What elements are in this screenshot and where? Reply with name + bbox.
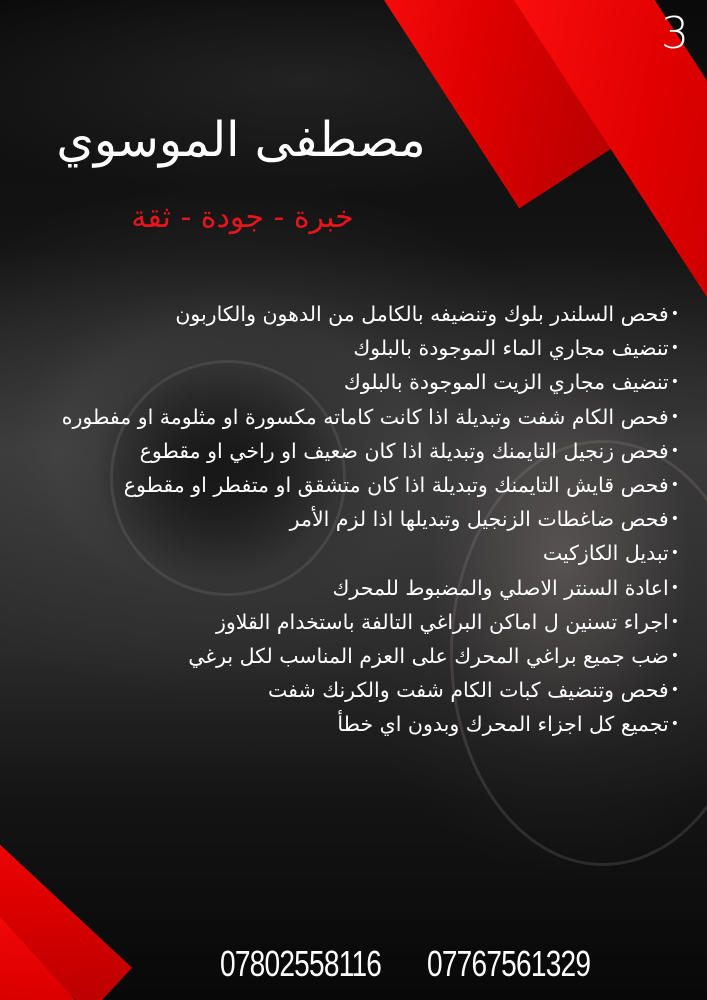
bullet-icon: • xyxy=(670,545,679,562)
phone-number[interactable]: 07802558116 xyxy=(220,943,382,984)
service-item: •اجراء تسنين ل اماكن البراغي التالفة باستخدام القلاوز xyxy=(215,609,679,634)
page-title: مصطفى الموسوي xyxy=(56,112,426,168)
service-item: •تنضيف مجاري الماء الموجودة بالبلوك xyxy=(353,336,679,361)
service-item: •فحص وتنضيف كبات الكام شفت والكرنك شفت xyxy=(268,678,679,703)
bullet-icon: • xyxy=(670,716,679,733)
contact-phones xyxy=(220,943,630,985)
bullet-icon: • xyxy=(670,682,679,699)
bullet-icon: • xyxy=(670,442,679,459)
bullet-icon: • xyxy=(670,579,679,596)
tagline: خبرة - جودة - ثقة xyxy=(131,200,354,235)
bullet-icon: • xyxy=(670,613,679,630)
service-item: •تنضيف مجاري الزيت الموجودة بالبلوك xyxy=(343,370,679,395)
service-item: •فحص زنجيل التايمنك وتبديلة اذا كان ضعيف او راخي او مقطوع xyxy=(139,438,679,463)
service-item: •اعادة السنتر الاصلي والمضبوط للمحرك xyxy=(332,575,679,600)
bullet-icon: • xyxy=(670,340,679,357)
bullet-icon: • xyxy=(670,374,679,391)
service-item: •تبديل الكازكيت xyxy=(542,541,679,566)
bullet-icon: • xyxy=(670,306,679,322)
bullet-icon: • xyxy=(670,511,679,528)
services-list xyxy=(34,297,679,742)
service-item: •فحص الكام شفت وتبديلة اذا كانت كاماته مكسورة او مثلومة او مفطوره xyxy=(61,404,679,429)
bullet-icon: • xyxy=(670,648,679,665)
service-item: •فحص السلندر بلوك وتنضيفه بالكامل من الدهون والكاربون xyxy=(175,302,679,326)
service-item: •فحص قايش التايمنك وتبديلة اذا كان متشقق او متفطر او مقطوع xyxy=(123,473,679,498)
page-number: 3 xyxy=(661,8,689,59)
phone-number[interactable]: 07767561329 xyxy=(426,943,590,984)
service-item: •ضب جميع براغي المحرك على العزم المناسب لكل برغي xyxy=(188,644,679,669)
service-item: •تجميع كل اجزاء المحرك وبدون اي خطأ xyxy=(337,712,679,737)
bullet-icon: • xyxy=(670,408,679,425)
bullet-icon: • xyxy=(670,477,679,494)
service-item: •فحص ضاغطات الزنجيل وتبديلها اذا لزم الأمر xyxy=(289,507,679,532)
